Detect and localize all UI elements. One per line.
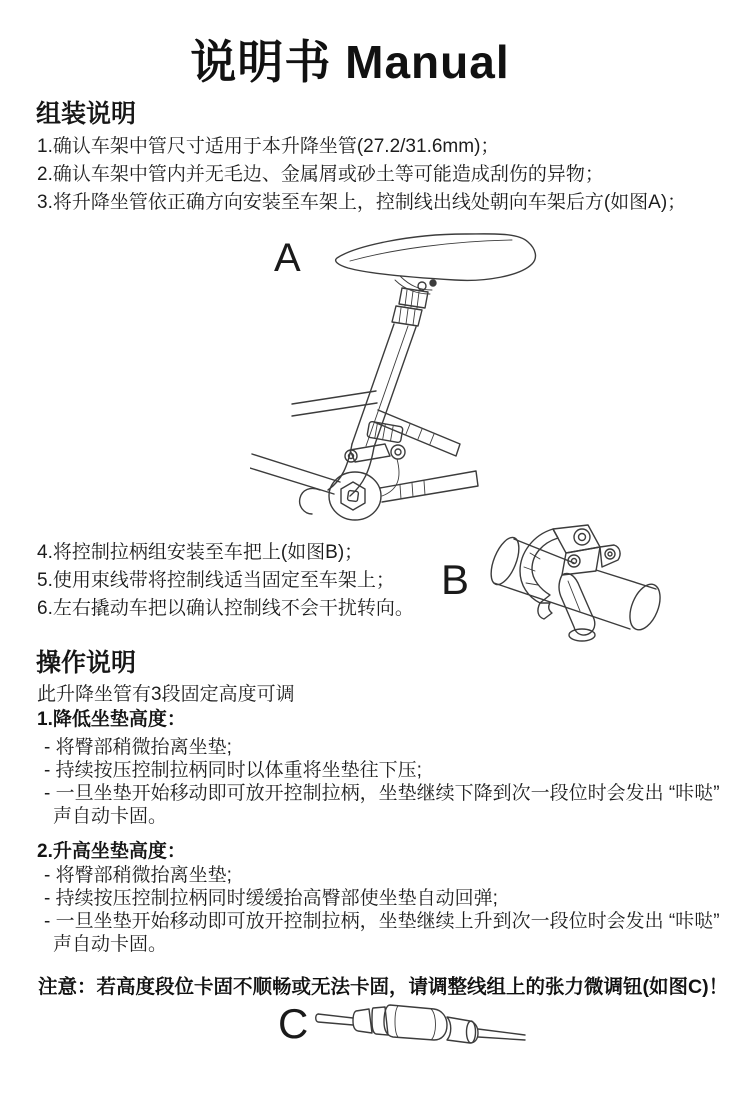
lower-step-2: - 持续按压控制拉柄同时以体重将坐垫往下压; [44, 760, 422, 781]
figure-a-label: A [274, 236, 301, 280]
assembly-step-5: 5.使用束线带将控制线适当固定至车架上； [37, 570, 395, 591]
lower-step-1: - 将臀部稍微抬离坐垫; [44, 737, 232, 758]
assembly-heading: 组装说明 [36, 100, 137, 128]
operation-heading: 操作说明 [36, 649, 137, 677]
tension-note: 注意：若高度段位卡固不顺畅或无法卡固，请调整线组上的张力微调钮(如图C)！ [38, 976, 729, 998]
assembly-step-3: 3.将升降坐管依正确方向安装至车架上，控制线出线处朝向车架后方(如图A)； [37, 192, 687, 213]
assembly-step-1: 1.确认车架中管尺寸适用于本升降坐管(27.2/31.6mm)； [37, 136, 500, 157]
figure-b-handlebar-lever-illustration [478, 523, 693, 653]
raise-step-3: - 一旦坐垫开始移动即可放开控制拉柄，坐垫继续上升到次一段位时会发出 “咔哒” [44, 911, 720, 932]
figure-c-label: C [278, 1000, 309, 1047]
operation-intro: 此升降坐管有3段固定高度可调 [37, 684, 295, 705]
lower-seat-title: 1.降低坐垫高度： [37, 709, 186, 730]
raise-step-3-cont: 声自动卡固。 [53, 934, 168, 955]
raise-seat-title: 2.升高坐垫高度： [37, 841, 186, 862]
figure-b-label: B [441, 556, 470, 603]
raise-step-2: - 持续按压控制拉柄同时缓缓抬高臀部使坐垫自动回弹; [44, 888, 498, 909]
assembly-step-2: 2.确认车架中管内并无毛边、金属屑或砂土等可能造成刮伤的异物； [37, 164, 604, 185]
page-title: 说明书 Manual [190, 36, 510, 88]
assembly-step-4: 4.将控制拉柄组安装至车把上(如图B)； [37, 542, 364, 563]
raise-step-1: - 将臀部稍微抬离坐垫; [44, 865, 232, 886]
figure-a-seatpost-frame-illustration [250, 228, 550, 528]
lower-step-3-cont: 声自动卡固。 [53, 806, 168, 827]
lower-step-3: - 一旦坐垫开始移动即可放开控制拉柄，坐垫继续下降到次一段位时会发出 “咔哒” [44, 783, 720, 804]
figure-c-barrel-adjuster-illustration [314, 1002, 529, 1057]
assembly-step-6: 6.左右撬动车把以确认控制线不会干扰转向。 [37, 598, 414, 619]
